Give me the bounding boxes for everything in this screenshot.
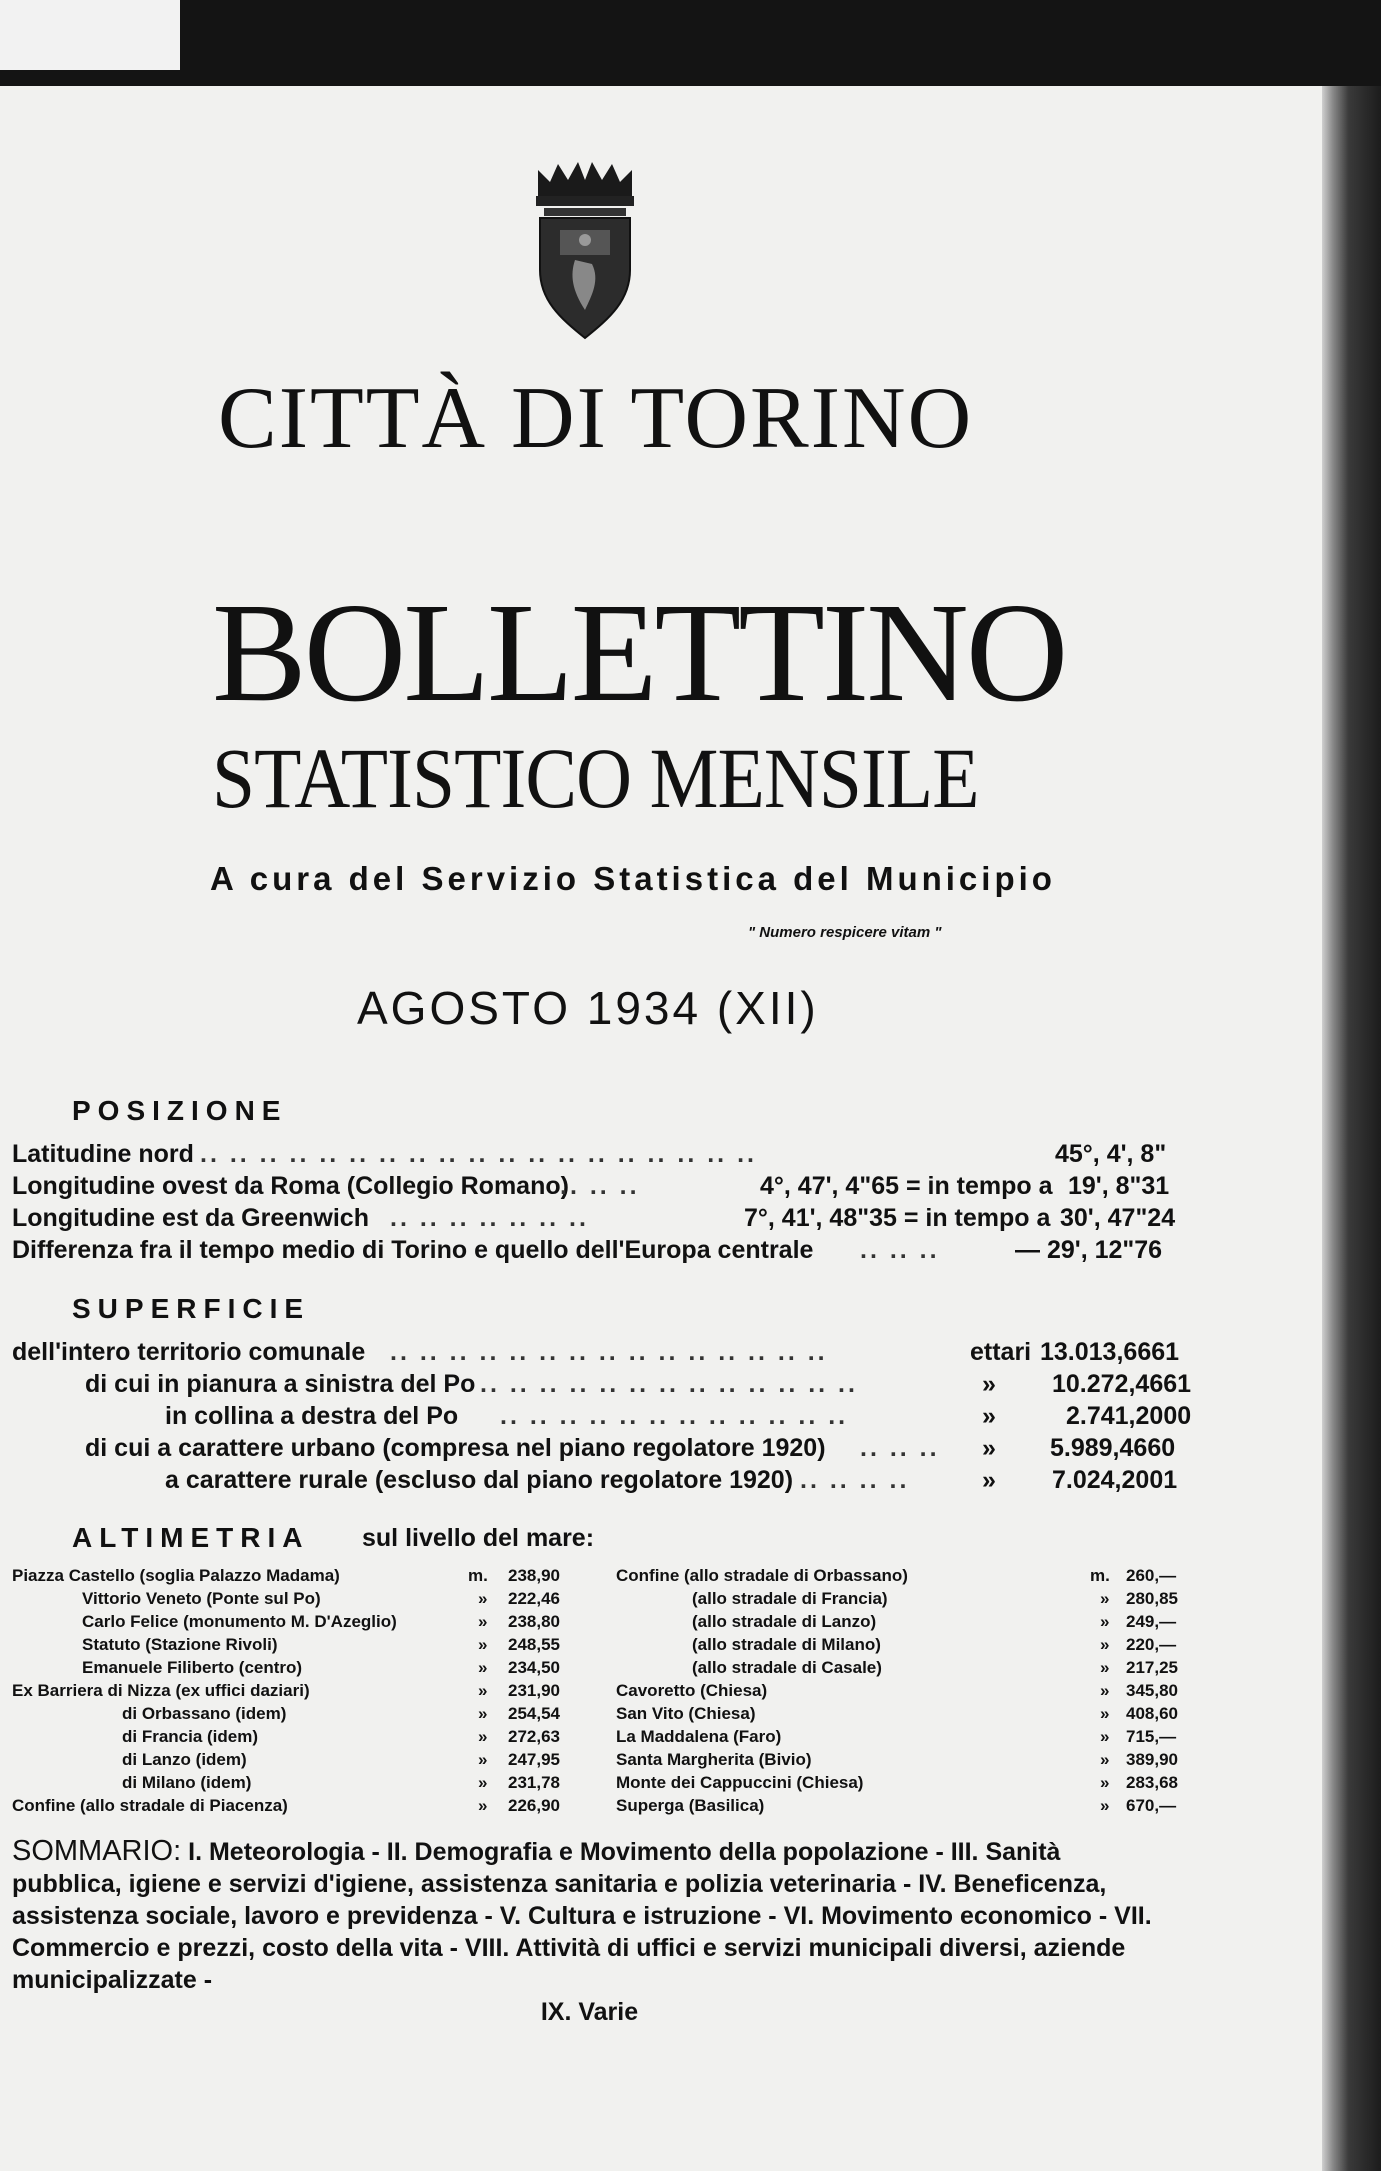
alt-left-unit: »: [478, 1796, 488, 1815]
alt-left-label: di Milano (idem): [122, 1773, 252, 1792]
alt-left-value: 248,55: [508, 1635, 560, 1654]
alt-left-value: 238,90: [508, 1566, 560, 1585]
summary-label: SOMMARIO:: [12, 1835, 182, 1867]
alt-right-unit: »: [1100, 1704, 1110, 1723]
alt-right-label: Santa Margherita (Bivio): [616, 1750, 812, 1769]
sup-row-unit: »: [982, 1370, 996, 1398]
alt-right-unit: »: [1100, 1681, 1110, 1700]
pos-row-value: 30', 47"24: [1060, 1204, 1176, 1232]
bulletin-title: BOLLETTINO: [212, 573, 1066, 731]
pos-row-label: Longitudine ovest da Roma (Collegio Romano): [12, 1172, 569, 1200]
leader-dots: .. .. .. .. .. .. .. .. .. .. .. .. ..: [480, 1370, 858, 1398]
sup-row-value: 2.741,2000: [1066, 1402, 1192, 1430]
alt-left-label: di Francia (idem): [122, 1727, 259, 1746]
alt-right-value: 389,90: [1126, 1750, 1178, 1769]
leader-dots: .. .. ..: [560, 1172, 640, 1200]
alt-left-label: Confine (allo stradale di Piacenza): [12, 1796, 288, 1815]
city-title: CITTÀ DI TORINO: [218, 370, 974, 467]
alt-right-value: 260,—: [1126, 1566, 1177, 1585]
sup-row-value: 10.272,4661: [1052, 1370, 1192, 1398]
alt-left-value: 254,54: [508, 1704, 560, 1723]
alt-left-unit: »: [478, 1612, 488, 1631]
summary-last: IX. Varie: [540, 1998, 639, 2026]
motto: " Numero respicere vitam ": [748, 924, 942, 941]
alt-left-unit: »: [478, 1681, 488, 1700]
alt-right-label: Superga (Basilica): [616, 1796, 765, 1815]
summary-text: I. Meteorologia - II. Demografia e Movimento della popolazione - III. Sanità pubblica, igiene e servizi d'igiene, assistenza sanitaria e polizia veterinaria - IV. Beneficenza, assistenza sociale, lavoro e previdenza - V. Cultura e istruzione - VI. Movimento economico - VII. Commercio e prezzi, costo della vita - VIII. Attività di uffici e servizi municipali diversi, aziende municipalizzate -: [12, 1838, 1152, 1994]
alt-left-value: 247,95: [508, 1750, 560, 1769]
sup-row-label: in collina a destra del Po: [165, 1402, 459, 1430]
altimetria-subheading: sul livello del mare:: [362, 1524, 595, 1552]
alt-left-unit: »: [478, 1589, 488, 1608]
alt-right-unit: »: [1100, 1750, 1110, 1769]
alt-right-label: (allo stradale di Lanzo): [692, 1612, 877, 1631]
leader-dots: .. .. .. .. .. .. .. .. .. .. .. .. .. .. ..: [390, 1338, 828, 1366]
alt-right-unit: »: [1100, 1589, 1110, 1608]
summary: [12, 1835, 1167, 2028]
leader-dots: .. .. ..: [860, 1236, 940, 1264]
sup-row-value: 7.024,2001: [1052, 1466, 1178, 1494]
leader-dots: .. .. .. .. .. .. .. .. .. .. .. .. .. .. .. .. .. .. ..: [200, 1140, 757, 1168]
alt-left-label: Carlo Felice (monumento M. D'Azeglio): [82, 1612, 397, 1631]
alt-right-value: 280,85: [1126, 1589, 1178, 1608]
alt-left-unit: »: [478, 1704, 488, 1723]
alt-right-label: Confine (allo stradale di Orbassano): [616, 1566, 908, 1585]
alt-left-value: 222,46: [508, 1589, 560, 1608]
alt-right-value: 715,—: [1126, 1727, 1177, 1746]
alt-left-value: 234,50: [508, 1658, 560, 1677]
posizione-heading: POSIZIONE: [72, 1095, 288, 1126]
alt-left-unit: »: [478, 1727, 488, 1746]
alt-left-value: 231,90: [508, 1681, 560, 1700]
alt-right-label: La Maddalena (Faro): [616, 1727, 782, 1746]
alt-left-unit: m.: [468, 1566, 488, 1585]
alt-left-value: 226,90: [508, 1796, 560, 1815]
alt-right-label: Monte dei Cappuccini (Chiesa): [616, 1773, 864, 1792]
issue-date: AGOSTO 1934 (XII): [357, 982, 819, 1034]
leader-dots: .. .. .. .. .. .. .. .. .. .. .. ..: [500, 1402, 849, 1430]
pos-row-value: 19', 8"31: [1068, 1172, 1170, 1200]
sup-row-value: 5.989,4660: [1050, 1434, 1176, 1462]
superficie-heading: SUPERFICIE: [72, 1293, 311, 1324]
altimetria-heading: ALTIMETRIA: [72, 1522, 310, 1553]
sup-row-label: dell'intero territorio comunale: [12, 1338, 366, 1366]
pos-row-label: Differenza fra il tempo medio di Torino e quello dell'Europa centrale: [12, 1236, 814, 1264]
alt-left-label: di Lanzo (idem): [122, 1750, 247, 1769]
sup-row-unit: »: [982, 1434, 996, 1462]
scan-corner-tab: [0, 0, 180, 70]
alt-right-value: 217,25: [1126, 1658, 1178, 1677]
alt-right-unit: m.: [1090, 1566, 1110, 1585]
alt-right-label: (allo stradale di Milano): [692, 1635, 881, 1654]
alt-left-label: Ex Barriera di Nizza (ex uffici daziari): [12, 1681, 310, 1700]
scan-top-border: [0, 0, 1381, 88]
alt-right-unit: »: [1100, 1612, 1110, 1631]
sup-row-unit: ettari: [970, 1338, 1032, 1366]
bulletin-subtitle: STATISTICO MENSILE: [212, 730, 979, 826]
alt-right-label: San Vito (Chiesa): [616, 1704, 756, 1723]
pos-row-mid: 4°, 47', 4"65 = in tempo a: [760, 1172, 1053, 1200]
alt-right-unit: »: [1100, 1773, 1110, 1792]
alt-right-unit: »: [1100, 1796, 1110, 1815]
alt-right-label: (allo stradale di Francia): [692, 1589, 888, 1608]
sup-row-value: 13.013,6661: [1040, 1338, 1180, 1366]
alt-left-label: Emanuele Filiberto (centro): [82, 1658, 303, 1677]
pos-row-value: 45°, 4', 8": [1055, 1140, 1167, 1168]
sup-row-label: a carattere rurale (escluso dal piano regolatore 1920): [165, 1466, 794, 1494]
sup-row-label: di cui a carattere urbano (compresa nel piano regolatore 1920): [85, 1434, 826, 1462]
alt-right-label: (allo stradale di Casale): [692, 1658, 882, 1677]
pos-row-mid: 7°, 41', 48"35 = in tempo a: [744, 1204, 1051, 1232]
alt-left-label: Statuto (Stazione Rivoli): [82, 1635, 278, 1654]
alt-right-value: 345,80: [1126, 1681, 1178, 1700]
alt-left-label: Vittorio Veneto (Ponte sul Po): [82, 1589, 321, 1608]
sup-row-unit: »: [982, 1402, 996, 1430]
pos-row-label: Longitudine est da Greenwich: [12, 1204, 369, 1232]
alt-left-label: Piazza Castello (soglia Palazzo Madama): [12, 1566, 340, 1585]
sup-row-label: di cui in pianura a sinistra del Po: [85, 1370, 476, 1398]
alt-right-label: Cavoretto (Chiesa): [616, 1681, 768, 1700]
pos-row-label: Latitudine nord: [12, 1140, 194, 1168]
alt-left-label: di Orbassano (idem): [122, 1704, 287, 1723]
curator-line: A cura del Servizio Statistica del Municipio: [210, 860, 1056, 897]
alt-right-value: 283,68: [1126, 1773, 1178, 1792]
alt-left-unit: »: [478, 1750, 488, 1769]
alt-left-value: 272,63: [508, 1727, 560, 1746]
sup-row-unit: »: [982, 1466, 996, 1494]
alt-right-unit: »: [1100, 1658, 1110, 1677]
leader-dots: .. .. ..: [860, 1434, 940, 1462]
alt-left-unit: »: [478, 1635, 488, 1654]
alt-right-value: 408,60: [1126, 1704, 1178, 1723]
pos-row-value: — 29', 12"76: [1015, 1236, 1163, 1264]
alt-right-value: 249,—: [1126, 1612, 1177, 1631]
alt-right-unit: »: [1100, 1635, 1110, 1654]
alt-right-unit: »: [1100, 1727, 1110, 1746]
leader-dots: .. .. .. .. .. .. ..: [390, 1204, 589, 1232]
alt-right-value: 670,—: [1126, 1796, 1177, 1815]
alt-left-value: 238,80: [508, 1612, 560, 1631]
scan-edge-shadow: [1322, 86, 1381, 2171]
leader-dots: .. .. .. ..: [800, 1466, 910, 1494]
alt-left-value: 231,78: [508, 1773, 560, 1792]
alt-left-unit: »: [478, 1658, 488, 1677]
alt-left-unit: »: [478, 1773, 488, 1792]
coat-of-arms-icon: [530, 160, 640, 340]
alt-right-value: 220,—: [1126, 1635, 1177, 1654]
